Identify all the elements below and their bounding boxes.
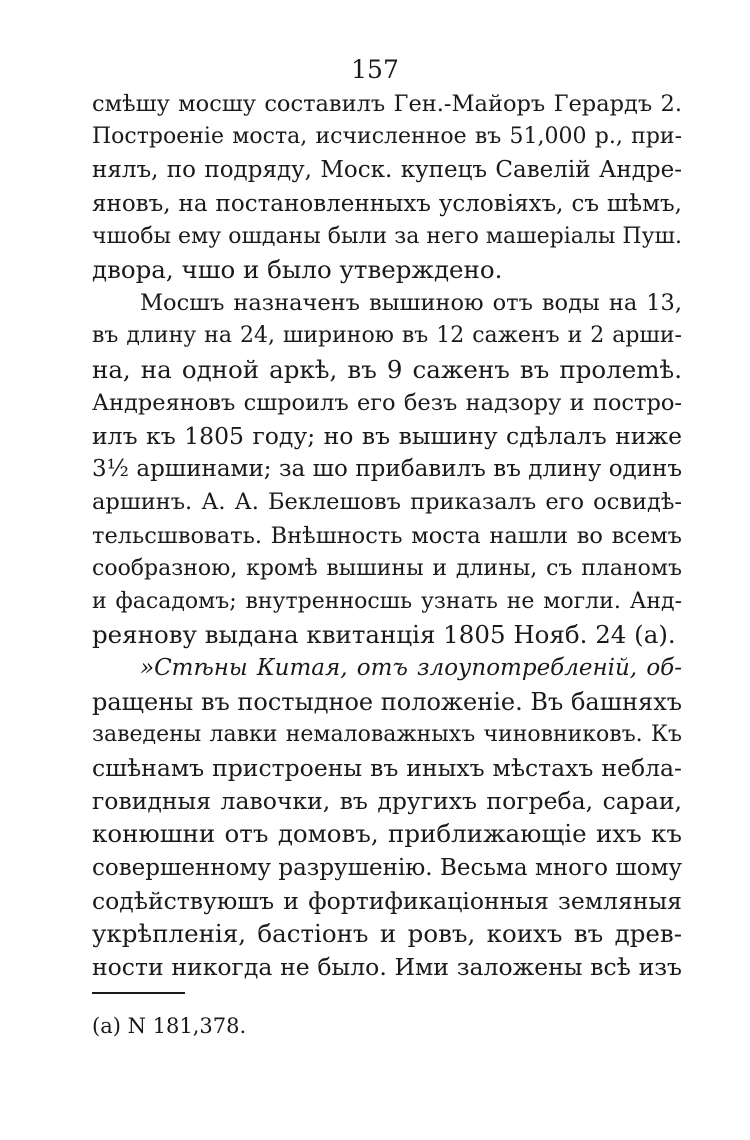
- text-line: и фасадомъ; внутренносшь узнать не могли. Анд-: [92, 589, 682, 614]
- page-number: 157: [351, 55, 399, 84]
- text-line: Андреяновъ сшроилъ его безъ надзору и пострo-: [92, 389, 682, 416]
- text-line: ности никогда не было. Ими заложены всѣ изъ: [92, 953, 682, 982]
- text-line: яновъ, на постановленныхъ условіяхъ, съ шѣмъ,: [92, 190, 682, 217]
- text-line: на, на одной аркѣ, въ 9 саженъ въ пролеmѣ.: [92, 354, 682, 384]
- text-line: ращены въ постыдное положеніе. Въ башняхъ: [92, 687, 682, 716]
- text-line: заведены лавки немаловажныхъ чиновниковъ. Къ: [92, 721, 682, 747]
- footnote-divider: [92, 992, 185, 994]
- text-line: чшобы ему ошданы были за него машеріалы Пуш.: [92, 223, 682, 249]
- text-line: реянову выдана квитанція 1805 Нояб. 24 (а).: [92, 620, 676, 650]
- text-line: укрѣпленія, бастіонъ и ровъ, коихъ въ древ-: [92, 919, 682, 948]
- text-line: говидныя лавочки, въ другихъ погреба, сараи,: [92, 787, 682, 816]
- text-line: »Стѣны Китая, отъ злоупотребленій, об-: [140, 655, 682, 682]
- text-line: 3½ аршинами; за шо прибавилъ въ длину одинъ: [92, 456, 682, 483]
- text-line: Мосшъ назначенъ вышиною отъ воды на 13,: [140, 290, 682, 317]
- text-line: въ длину на 24, шириною въ 12 саженъ и 2 арши-: [92, 323, 682, 349]
- text-line: сшѣнамъ пристроены въ иныхъ мѣстахъ небла-: [92, 754, 682, 782]
- text-line: двора, чшо и было утверждено.: [92, 255, 503, 284]
- text-line: сообразною, кромѣ вышины и длины, съ планомъ: [92, 555, 682, 581]
- footnote: (а) N 181,378.: [92, 1014, 247, 1038]
- text-line: содѣйствуюшъ и фортификаціонныя земляныя: [92, 886, 682, 915]
- text-line: совершенному разрушенію. Весьма много шому: [92, 854, 682, 881]
- text-line: конюшни отъ домовъ, приближающіе ихъ къ: [92, 819, 682, 849]
- text-line: тельсшвовать. Внѣшность моста нашли во всемъ: [92, 522, 682, 549]
- text-line: илъ къ 1805 году; но въ вышину сдѣлалъ ниже: [92, 422, 682, 450]
- text-line: нялъ, по подряду, Моск. купецъ Савелій Андре-: [92, 157, 682, 184]
- text-line: аршинъ. А. А. Беклешовъ приказалъ его освидѣ-: [92, 489, 682, 516]
- text-line: Построеніе моста, исчисленное въ 51,000 р., при-: [92, 124, 682, 150]
- text-line: смѣшу мосшу составилъ Ген.-Майоръ Герардъ 2.: [92, 91, 682, 117]
